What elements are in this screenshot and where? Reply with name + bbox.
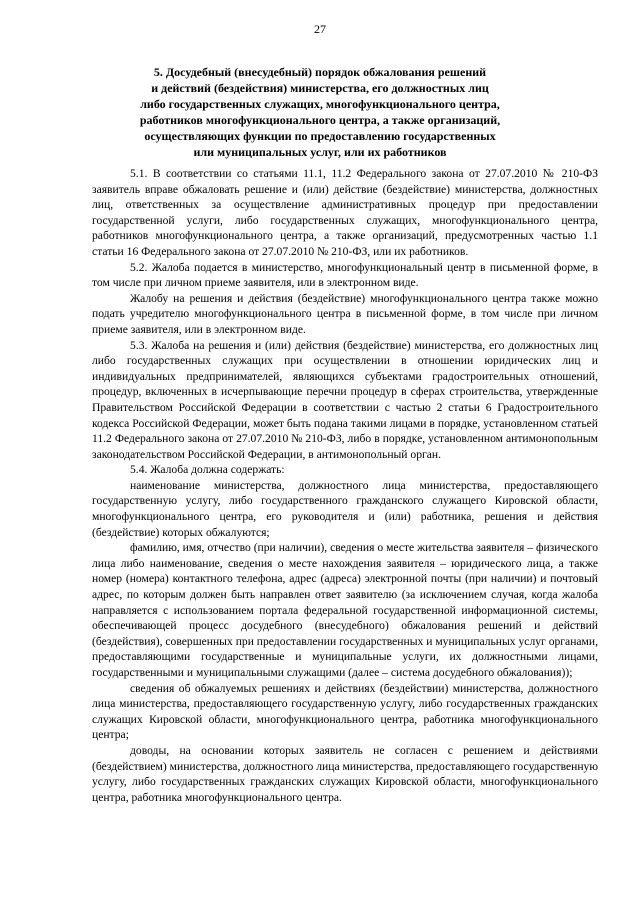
paragraph-requirement-decisions: сведения об обжалуемых решениях и действиях (бездействии) министерства, должностного лица министерства, предоставляющего государственную услугу, либо государственных гражданских служащих Кировской области, многофункционального центра, работника многофункционального центра; [92, 681, 598, 742]
section-title-line: работников многофункционального центра, а также организаций, [139, 113, 501, 127]
section-title-line: 5. Досудебный (внесудебный) порядок обжалования решений [153, 65, 487, 79]
document-body [92, 166, 598, 805]
paragraph-mfc-complaint: Жалобу на решения и действия (бездействие) многофункционального центра также можно подать учредителю многофункционального центра в письменной форме, в том числе при личном приеме заявителя, или в электронном виде. [92, 291, 598, 336]
paragraph-requirement-applicant: фамилию, имя, отчество (при наличии), сведения о месте жительства заявителя – физического лица либо наименование, сведения о месте нахождения заявителя – юридического лица, а также номер (номера) контактного телефона, адрес (адреса) электронной почты (при наличии) и почтовый адрес, по которым должен быть направлен ответ заявителю (за исключением случая, когда жалоба направляется с использованием портала федеральной государственной информационной системы, обеспечивающей процесс досудебного (внесудебного) обжалования решений и действий (бездействия), совершенных при предоставлении государственных и муниципальных услуг органами, предоставляющими государственные и муниципальные услуги, их должностными лицами, государственными и муниципальными служащими (далее – система досудебного обжалования)); [92, 541, 598, 679]
page-number: 27 [314, 22, 326, 36]
paragraph-5-4: 5.4. Жалоба должна содержать: [130, 463, 285, 477]
paragraph-requirement-arguments: доводы, на основании которых заявитель не согласен с решением и действиями (бездействием) министерства, должностного лица министерства, предоставляющего государственную услугу, либо государственных гражданских служащих Кировской области, многофункционального центра, работника многофункционального центра. [92, 743, 598, 804]
section-title-line: осуществляющих функции по предоставлению государственных [144, 129, 496, 143]
section-title-line: и действий (бездействия) министерства, его должностных лиц [151, 81, 489, 95]
paragraph-5-1: 5.1. В соответствии со статьями 11.1, 11.2 Федерального закона от 27.07.2010 № 210-ФЗ заявитель вправе обжаловать решение и (или) действие (бездействие) министерства, должностных лиц, ответственных за осуществление административных процедур при предоставлении государственной услуги, либо государственных служащих, многофункционального центра, работников многофункционального центра, а также организаций, предусмотренных частью 1.1 статьи 16 Федерального закона от 27.07.2010 № 210-ФЗ, или их работников. [92, 167, 598, 258]
section-title-line: либо государственных служащих, многофункционального центра, [140, 97, 500, 111]
paragraph-5-2: 5.2. Жалоба подается в министерство, многофункциональный центр в письменной форме, в том числе при личном приеме заявителя, или в электронном виде. [92, 260, 598, 290]
section-title-line: или муниципальных услуг, или их работников [193, 145, 447, 159]
section-title [118, 64, 522, 160]
paragraph-requirement-name: наименование министерства, должностного лица министерства, предоставляющего государственную услугу, либо государственного гражданского служащего Кировской области, многофункционального центра, его руководителя и (или) работника, решения и действия (бездействие) которых обжалуются; [92, 478, 598, 539]
paragraph-5-3: 5.3. Жалоба на решения и (или) действия (бездействие) министерства, его должностных лиц либо государственных служащих при осуществлении в отношении юридических лиц и индивидуальных предпринимателей, являющихся субъектами градостроительных отношений, процедур, включенных в исчерпывающие перечни процедур в сферах строительства, утвержденные Правительством Российской Федерации в соответствии с частью 2 статьи 6 Градостроительного кодекса Российской Федерации, может быть подана такими лицами в порядке, установленном статьей 11.2 Федерального закона от 27.07.2010 № 210-ФЗ, либо в порядке, установленном антимонопольным законодательством Российской Федерации, в антимонопольный орган. [92, 338, 598, 461]
